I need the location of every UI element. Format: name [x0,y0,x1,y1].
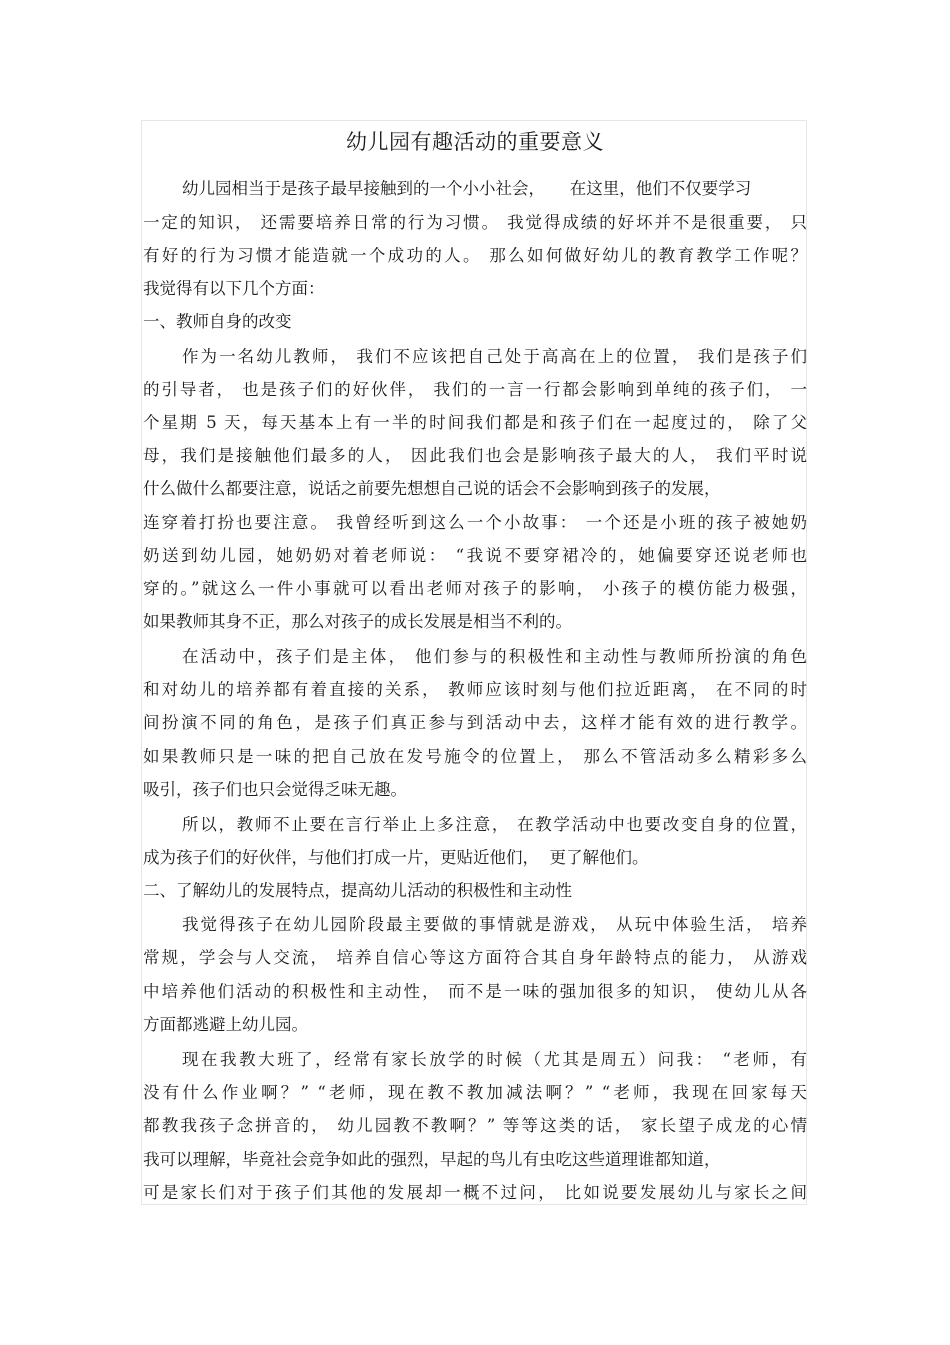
paragraph-line: 所以，教师不止要在言行举止上多注意， 在教学活动中也要改变自身的位置， [182,815,807,834]
paragraph-line: 一、教师自身的改变 [143,312,292,331]
paragraph-line: 中培养他们活动的积极性和主动性， 而不是一味的强加很多的知识， 使幼儿从各 [143,982,807,1001]
document-title: 幼儿园有趣活动的重要意义 [346,130,604,154]
paragraph-line: 母，我们是接触他们最多的人， 因此我们也会是影响孩子最大的人， 我们平时说 [143,446,807,465]
paragraph-line: 成为孩子们的好伙伴，与他们打成一片，更贴近他们， 更了解他们。 [143,848,649,867]
paragraph-line: 连穿着打扮也要注意。 我曾经听到这么一个小故事： 一个还是小班的孩子被她奶 [143,513,807,532]
paragraph-line: 一定的知识， 还需要培养日常的行为习惯。 我觉得成绩的好坏并不是很重要， 只 [143,213,807,232]
paragraph-line: 都教我孩子念拼音的， 幼儿园教不教啊？” 等等这类的话， 家长望子成龙的心情 [143,1116,807,1135]
paragraph-line: 吸引，孩子们也只会觉得乏味无趣。 [143,780,407,799]
paragraph-line: 幼儿园相当于是孩子最早接触到的一个小小社会， 在这里，他们不仅要学习 [182,179,752,198]
paragraph-line: 的引导者， 也是孩子们的好伙伴， 我们的一言一行都会影响到单纯的孩子们， 一 [143,380,807,399]
paragraph-line: 作为一名幼儿教师， 我们不应该把自己处于高高在上的位置， 我们是孩子们 [182,347,807,366]
paragraph-line: 二、了解幼儿的发展特点，提高幼儿活动的积极性和主动性 [143,881,572,900]
paragraph-line: 在活动中，孩子们是主体， 他们参与的积极性和主动性与教师所扮演的角色 [182,647,807,666]
paragraph-line: 我觉得有以下几个方面： [143,279,325,298]
paragraph-line: 方面都逃避上幼儿园。 [143,1015,308,1034]
paragraph-line: 我可以理解，毕竟社会竞争如此的强烈，早起的鸟儿有虫吃这些道理谁都知道， [143,1150,721,1169]
paragraph-line: 如果教师其身不正，那么对孩子的成长发展是相当不利的。 [143,612,572,631]
paragraph-line: 没有什么作业啊？” “老师，现在教不教加减法啊？” “老师，我现在回家每天 [143,1083,807,1102]
paragraph-line: 如果教师只是一味的把自己放在发号施令的位置上， 那么不管活动多么精彩多么 [143,747,807,766]
paragraph-line: 现在我教大班了，经常有家长放学的时候（尤其是周五）问我： “老师，有 [182,1050,807,1069]
paragraph-line: 可是家长们对于孩子们其他的发展却一概不过问， 比如说要发展幼儿与家长之间 [143,1183,807,1202]
paragraph-line: 穿的。”就这么一件小事就可以看出老师对孩子的影响， 小孩子的模仿能力极强， [143,579,807,598]
paragraph-line: 什么做什么都要注意，说话之前要先想想自己说的话会不会影响到孩子的发展， [143,479,721,498]
paragraph-line: 有好的行为习惯才能造就一个成功的人。 那么如何做好幼儿的教育教学工作呢？ [143,246,807,265]
paragraph-line: 间扮演不同的角色，是孩子们真正参与到活动中去，这样才能有效的进行教学。 [143,713,807,732]
paragraph-line: 常规，学会与人交流， 培养自信心等这方面符合其自身年龄特点的能力， 从游戏 [143,948,807,967]
paragraph-line: 个星期 5 天，每天基本上有一半的时间我们都是和孩子们在一起度过的， 除了父 [143,413,807,432]
paragraph-line: 和对幼儿的培养都有着直接的关系， 教师应该时刻与他们拉近距离， 在不同的时 [143,680,807,699]
paragraph-line: 奶送到幼儿园，她奶奶对着老师说： “我说不要穿裙冷的，她偏要穿还说老师也 [143,546,807,565]
paragraph-line: 我觉得孩子在幼儿园阶段最主要做的事情就是游戏， 从玩中体验生活， 培养 [182,915,807,934]
